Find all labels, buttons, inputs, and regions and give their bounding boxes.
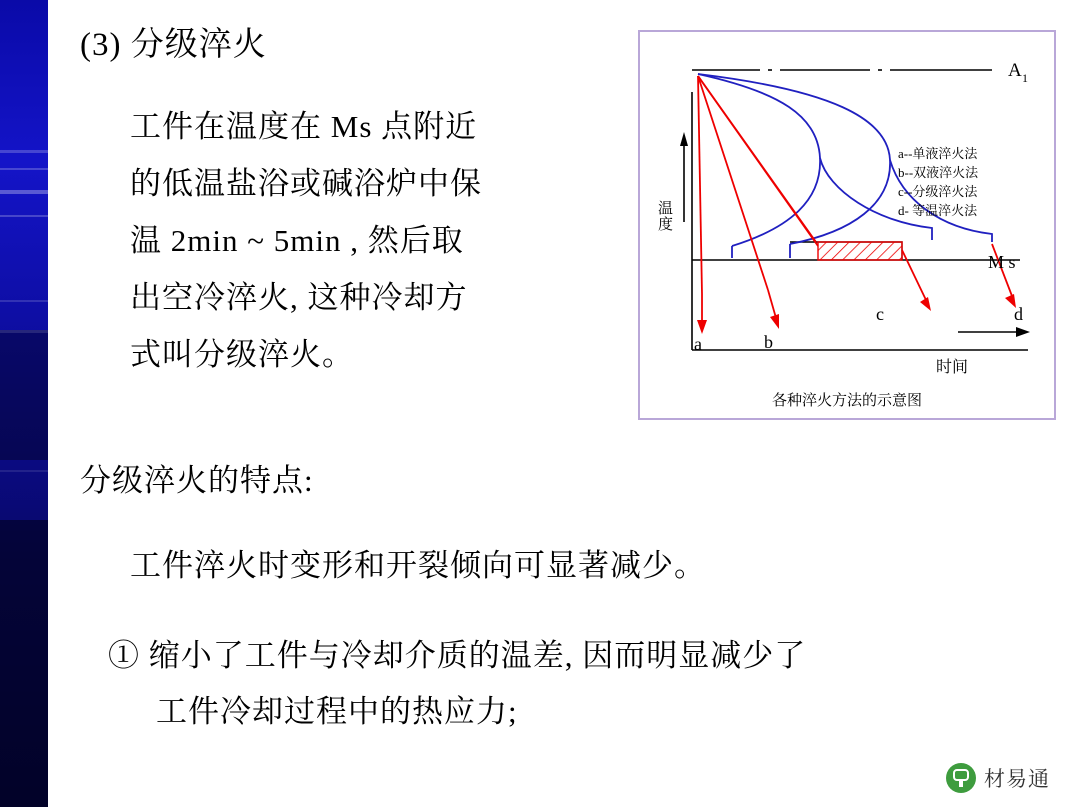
svg-text:d- 等温淬火法: d- 等温淬火法 [898,203,978,218]
decorative-block [0,520,48,807]
decorative-streak [0,190,48,194]
paragraph-line: 的低温盐浴或碱浴炉中保 [130,166,482,201]
numbered-item-line: ① 缩小了工件与冷却介质的温差, 因而明显减少了 [108,638,807,673]
decorative-block [0,330,48,460]
decorative-streak [0,300,48,302]
camera-icon [946,763,976,793]
decorative-streak [0,215,48,217]
figure-caption: 各种淬火方法的示意图 [771,393,922,409]
paragraph-line: 工件在温度在 Ms 点附近 [130,109,478,144]
svg-text:1: 1 [1022,71,1028,85]
body-paragraph [130,98,630,383]
slide-content [48,0,1080,807]
figure-quenching-diagram [638,30,1056,420]
svg-text:M s: M s [988,252,1016,272]
paragraph-line: 式叫分级淬火。 [130,337,354,372]
decorative-streak [0,168,48,170]
numbered-item-1 [108,628,1068,740]
watermark-text: 材易通 [984,768,1050,791]
svg-text:a--单液淬火法: a--单液淬火法 [898,146,978,161]
watermark-logo [946,763,1050,793]
paragraph-line: 出空冷淬火, 这种冷却方 [130,280,468,315]
quenching-chart-svg [640,32,1054,418]
decorative-streak [0,470,48,472]
section-subheading: 分级淬火的特点: [80,463,314,498]
svg-text:c--分级淬火法: c--分级淬火法 [898,184,978,199]
svg-text:d: d [1014,304,1023,324]
svg-text:时间: 时间 [936,359,969,376]
decorative-streak [0,330,48,333]
svg-text:a: a [694,334,702,354]
numbered-item-line: 工件冷却过程中的热应力; [156,694,518,729]
paragraph-line: 温 2min ~ 5min , 然后取 [130,223,464,258]
svg-text:温度: 温度 [656,200,672,232]
page-title: (3) 分级淬火 [80,27,267,63]
decorative-streak [0,150,48,153]
svg-text:b--双液淬火法: b--双液淬火法 [898,165,979,180]
svg-text:b: b [764,332,773,352]
svg-text:c: c [876,304,884,324]
decorative-left-bar [0,0,48,807]
feature-statement: 工件淬火时变形和开裂倾向可显著减少。 [130,548,706,583]
svg-text:A: A [1008,60,1022,81]
